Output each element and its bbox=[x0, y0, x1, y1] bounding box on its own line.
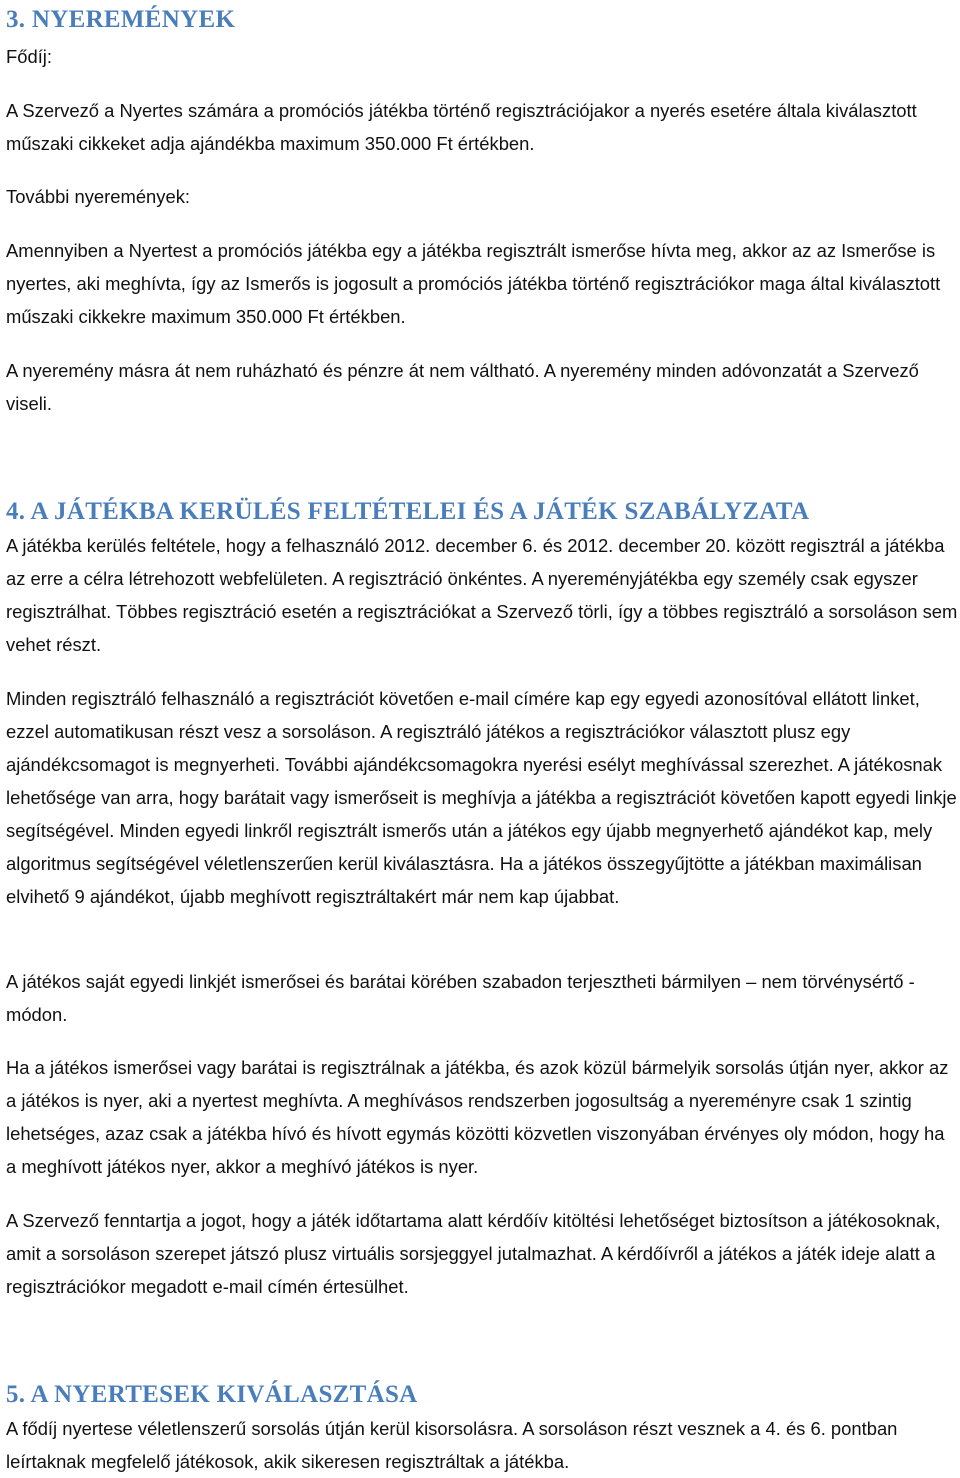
section-5-title: 5. A NYERTESEK KIVÁLASZTÁSA bbox=[6, 1381, 418, 1408]
section-4-paragraph-2: Minden regisztráló felhasználó a regisztrációt követően e-mail címére kap egy egyedi azonosítóval ellátott linket, ezzel automatikusan részt vesz a sorsoláson. A regisztráló játékos a regisztrációkor választott plusz egy ajándékcsomagot is megnyerheti. További ajándékcsomagokra nyerési esélyt meghívással szerezhet. A játékosnak lehetősége van arra, hogy barátait vagy ismerőseit is meghívja a játékba a regisztrációt követően kapott egyedi linkje segítségével. Minden egyedi linkről regisztrált ismerős után a játékos egy újabb megnyerhető ajándékot kap, mely algoritmus segítségével véletlenszerűen kerül kiválasztásra. Ha a játékos összegyűjtötte a játékban maximálisan elvihető 9 ajándékot, újabb meghívott regisztráltakért már nem kap újabbat. bbox=[6, 688, 957, 907]
transfer-note-paragraph: A nyeremény másra át nem ruházható és pénzre át nem váltható. A nyeremény minden adóvonzatát a Szervező viseli. bbox=[6, 360, 919, 414]
section-5-paragraph-1: A fődíj nyertese véletlenszerű sorsolás útján kerül kisorsolásra. A sorsoláson részt vesznek a 4. és 6. pontban leírtaknak megfelelő játékosok, akik sikeresen regisztráltak a játékba. bbox=[6, 1418, 898, 1472]
section-4-paragraph-3: A játékos saját egyedi linkjét ismerősei és barátai körében szabadon terjesztheti bármilyen – nem törvénysértő - módon. bbox=[6, 971, 915, 1025]
section-3-title: 3. NYEREMÉNYEK bbox=[6, 6, 236, 33]
main-prize-paragraph: A Szervező a Nyertes számára a promóciós játékba történő regisztrációjakor a nyerés esetére általa kiválasztott műszaki cikkeket adja ajándékba maximum 350.000 Ft értékben. bbox=[6, 100, 917, 154]
section-4-title: 4. A JÁTÉKBA KERÜLÉS FELTÉTELEI ÉS A JÁTÉK SZABÁLYZATA bbox=[6, 498, 810, 525]
section-4-paragraph-1: A játékba kerülés feltétele, hogy a felhasználó 2012. december 6. és 2012. december 20. között regisztrál a játékba az erre a célra létrehozott webfelületen. A regisztráció önkéntes. A nyereményjátékba egy személy csak egyszer regisztrálhat. Többes regisztráció esetén a regisztrációkat a Szervező törli, így a többes regisztráló a sorsoláson sem vehet részt. bbox=[6, 535, 958, 655]
section-4-paragraph-4: Ha a játékos ismerősei vagy barátai is regisztrálnak a játékba, és azok közül bármelyik sorsolás útján nyer, akkor az a játékos is nyer, aki a nyertest meghívta. A meghívásos rendszerben jogosultság a nyereményre csak 1 szintig lehetséges, azaz csak a játékba hívó és hívott egymás közötti közvetlen viszonyában érvényes oly módon, hogy ha a meghívott játékos nyer, akkor a meghívó játékos is nyer. bbox=[6, 1057, 949, 1177]
main-prize-label: Fődíj: bbox=[6, 46, 52, 67]
section-4-paragraph-5: A Szervező fenntartja a jogot, hogy a játék időtartama alatt kérdőív kitöltési lehetőséget biztosítson a játékosoknak, amit a sorsoláson szerepet játszó plusz virtuális sorsjeggyel jutalmazhat. A kérdőívről a játékos a játék ideje alatt a regisztrációkor megadott e-mail címén értesülhet. bbox=[6, 1210, 941, 1297]
more-prizes-label: További nyeremények: bbox=[6, 186, 191, 207]
more-prizes-paragraph: Amennyiben a Nyertest a promóciós játékba egy a játékba regisztrált ismerőse hívta meg, akkor az az Ismerőse is nyertes, aki meghívta, így az Ismerős is jogosult a promóciós játékba történő regisztrációkor maga által kiválasztott műszaki cikkekre maximum 350.000 Ft értékben. bbox=[6, 240, 941, 327]
